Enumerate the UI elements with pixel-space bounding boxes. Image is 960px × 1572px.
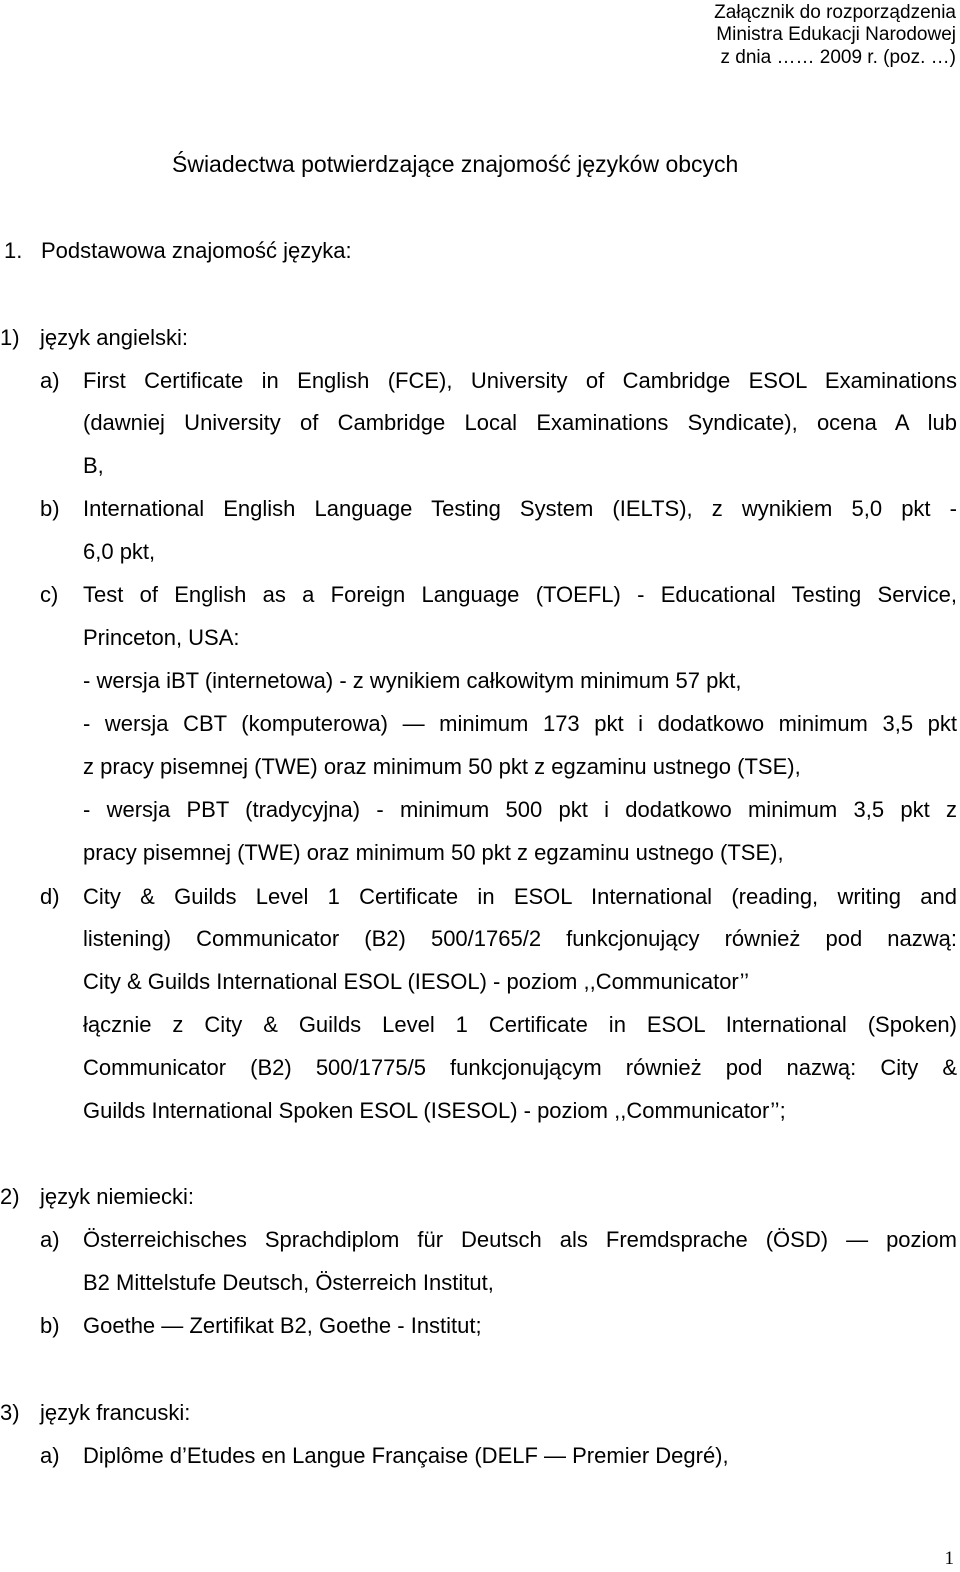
lang1-a-line1: First Certificate in English (FCE), University of Cambridge ESOL Examinations: [83, 368, 957, 393]
lang1-b-line2: 6,0 pkt,: [83, 539, 156, 564]
lang1-c-line2: Princeton, USA:: [83, 625, 240, 650]
lang2-b-line1: Goethe ― Zertifikat B2, Goethe - Institut;: [83, 1313, 482, 1338]
page-title: Świadectwa potwierdzające znajomość języków obcych: [172, 151, 739, 177]
lang1-c-line1: Test of English as a Foreign Language (TOEFL) - Educational Testing Service,: [83, 582, 957, 607]
lang3-heading: język francuski:: [40, 1400, 191, 1425]
header-line-3: z dnia …… 2009 r. (poz. …): [720, 47, 956, 68]
lang1-c-line7: pracy pisemnej (TWE) oraz minimum 50 pkt z egzaminu ustnego (TSE),: [83, 840, 784, 865]
lang3-a-marker: a): [40, 1443, 60, 1468]
header-line-2: Ministra Edukacji Narodowej: [716, 24, 956, 45]
lang1-d-line6: Guilds International Spoken ESOL (ISESOL) - poziom ,,Communicator’’;: [83, 1098, 786, 1123]
page-number: 1: [944, 1548, 954, 1569]
lang1-heading: język angielski:: [40, 325, 188, 350]
lang3-marker: 3): [0, 1400, 20, 1425]
lang1-d-line1: City & Guilds Level 1 Certificate in ESOL International (reading, writing and: [83, 884, 957, 909]
lang1-b-line1: International English Language Testing System (IELTS), z wynikiem 5,0 pkt -: [83, 496, 957, 521]
lang2-a-marker: a): [40, 1227, 60, 1252]
lang2-marker: 2): [0, 1184, 20, 1209]
lang2-heading: język niemiecki:: [40, 1184, 195, 1209]
lang1-c-line4: - wersja CBT (komputerowa) ― minimum 173 pkt i dodatkowo minimum 3,5 pkt: [83, 711, 957, 736]
lang2-a-line1: Österreichisches Sprachdiplom für Deutsch als Fremdsprache (ÖSD) ― poziom: [83, 1227, 957, 1252]
lang1-d-marker: d): [40, 884, 60, 909]
lang1-d-line2: listening) Communicator (B2) 500/1765/2 funkcjonujący również pod nazwą:: [83, 926, 957, 951]
section-number: 1.: [4, 238, 23, 263]
lang1-a-marker: a): [40, 368, 60, 393]
lang3-a-line1: Diplôme d’Etudes en Langue Française (DELF ― Premier Degré),: [83, 1443, 729, 1468]
lang1-c-line5: z pracy pisemnej (TWE) oraz minimum 50 pkt z egzaminu ustnego (TSE),: [83, 754, 801, 779]
section-heading: Podstawowa znajomość języka:: [41, 238, 352, 263]
header-line-1: Załącznik do rozporządzenia: [714, 2, 956, 23]
lang1-a-line3: B,: [83, 453, 104, 478]
lang1-c-line3: - wersja iBT (internetowa) - z wynikiem całkowitym minimum 57 pkt,: [83, 668, 742, 693]
lang1-a-line2: (dawniej University of Cambridge Local Examinations Syndicate), ocena A lub: [83, 410, 957, 435]
lang1-d-line4: łącznie z City & Guilds Level 1 Certificate in ESOL International (Spoken): [83, 1012, 957, 1037]
lang2-a-line2: B2 Mittelstufe Deutsch, Österreich Institut,: [83, 1270, 494, 1295]
lang1-d-line3: City & Guilds International ESOL (IESOL) - poziom ,,Communicator’’: [83, 969, 749, 994]
lang1-d-line5: Communicator (B2) 500/1775/5 funkcjonującym również pod nazwą: City &: [83, 1055, 957, 1080]
lang1-b-marker: b): [40, 496, 60, 521]
lang1-marker: 1): [0, 325, 20, 350]
lang1-c-marker: c): [40, 582, 59, 607]
lang1-c-line6: - wersja PBT (tradycyjna) - minimum 500 pkt i dodatkowo minimum 3,5 pkt z: [83, 797, 957, 822]
lang2-b-marker: b): [40, 1313, 60, 1338]
